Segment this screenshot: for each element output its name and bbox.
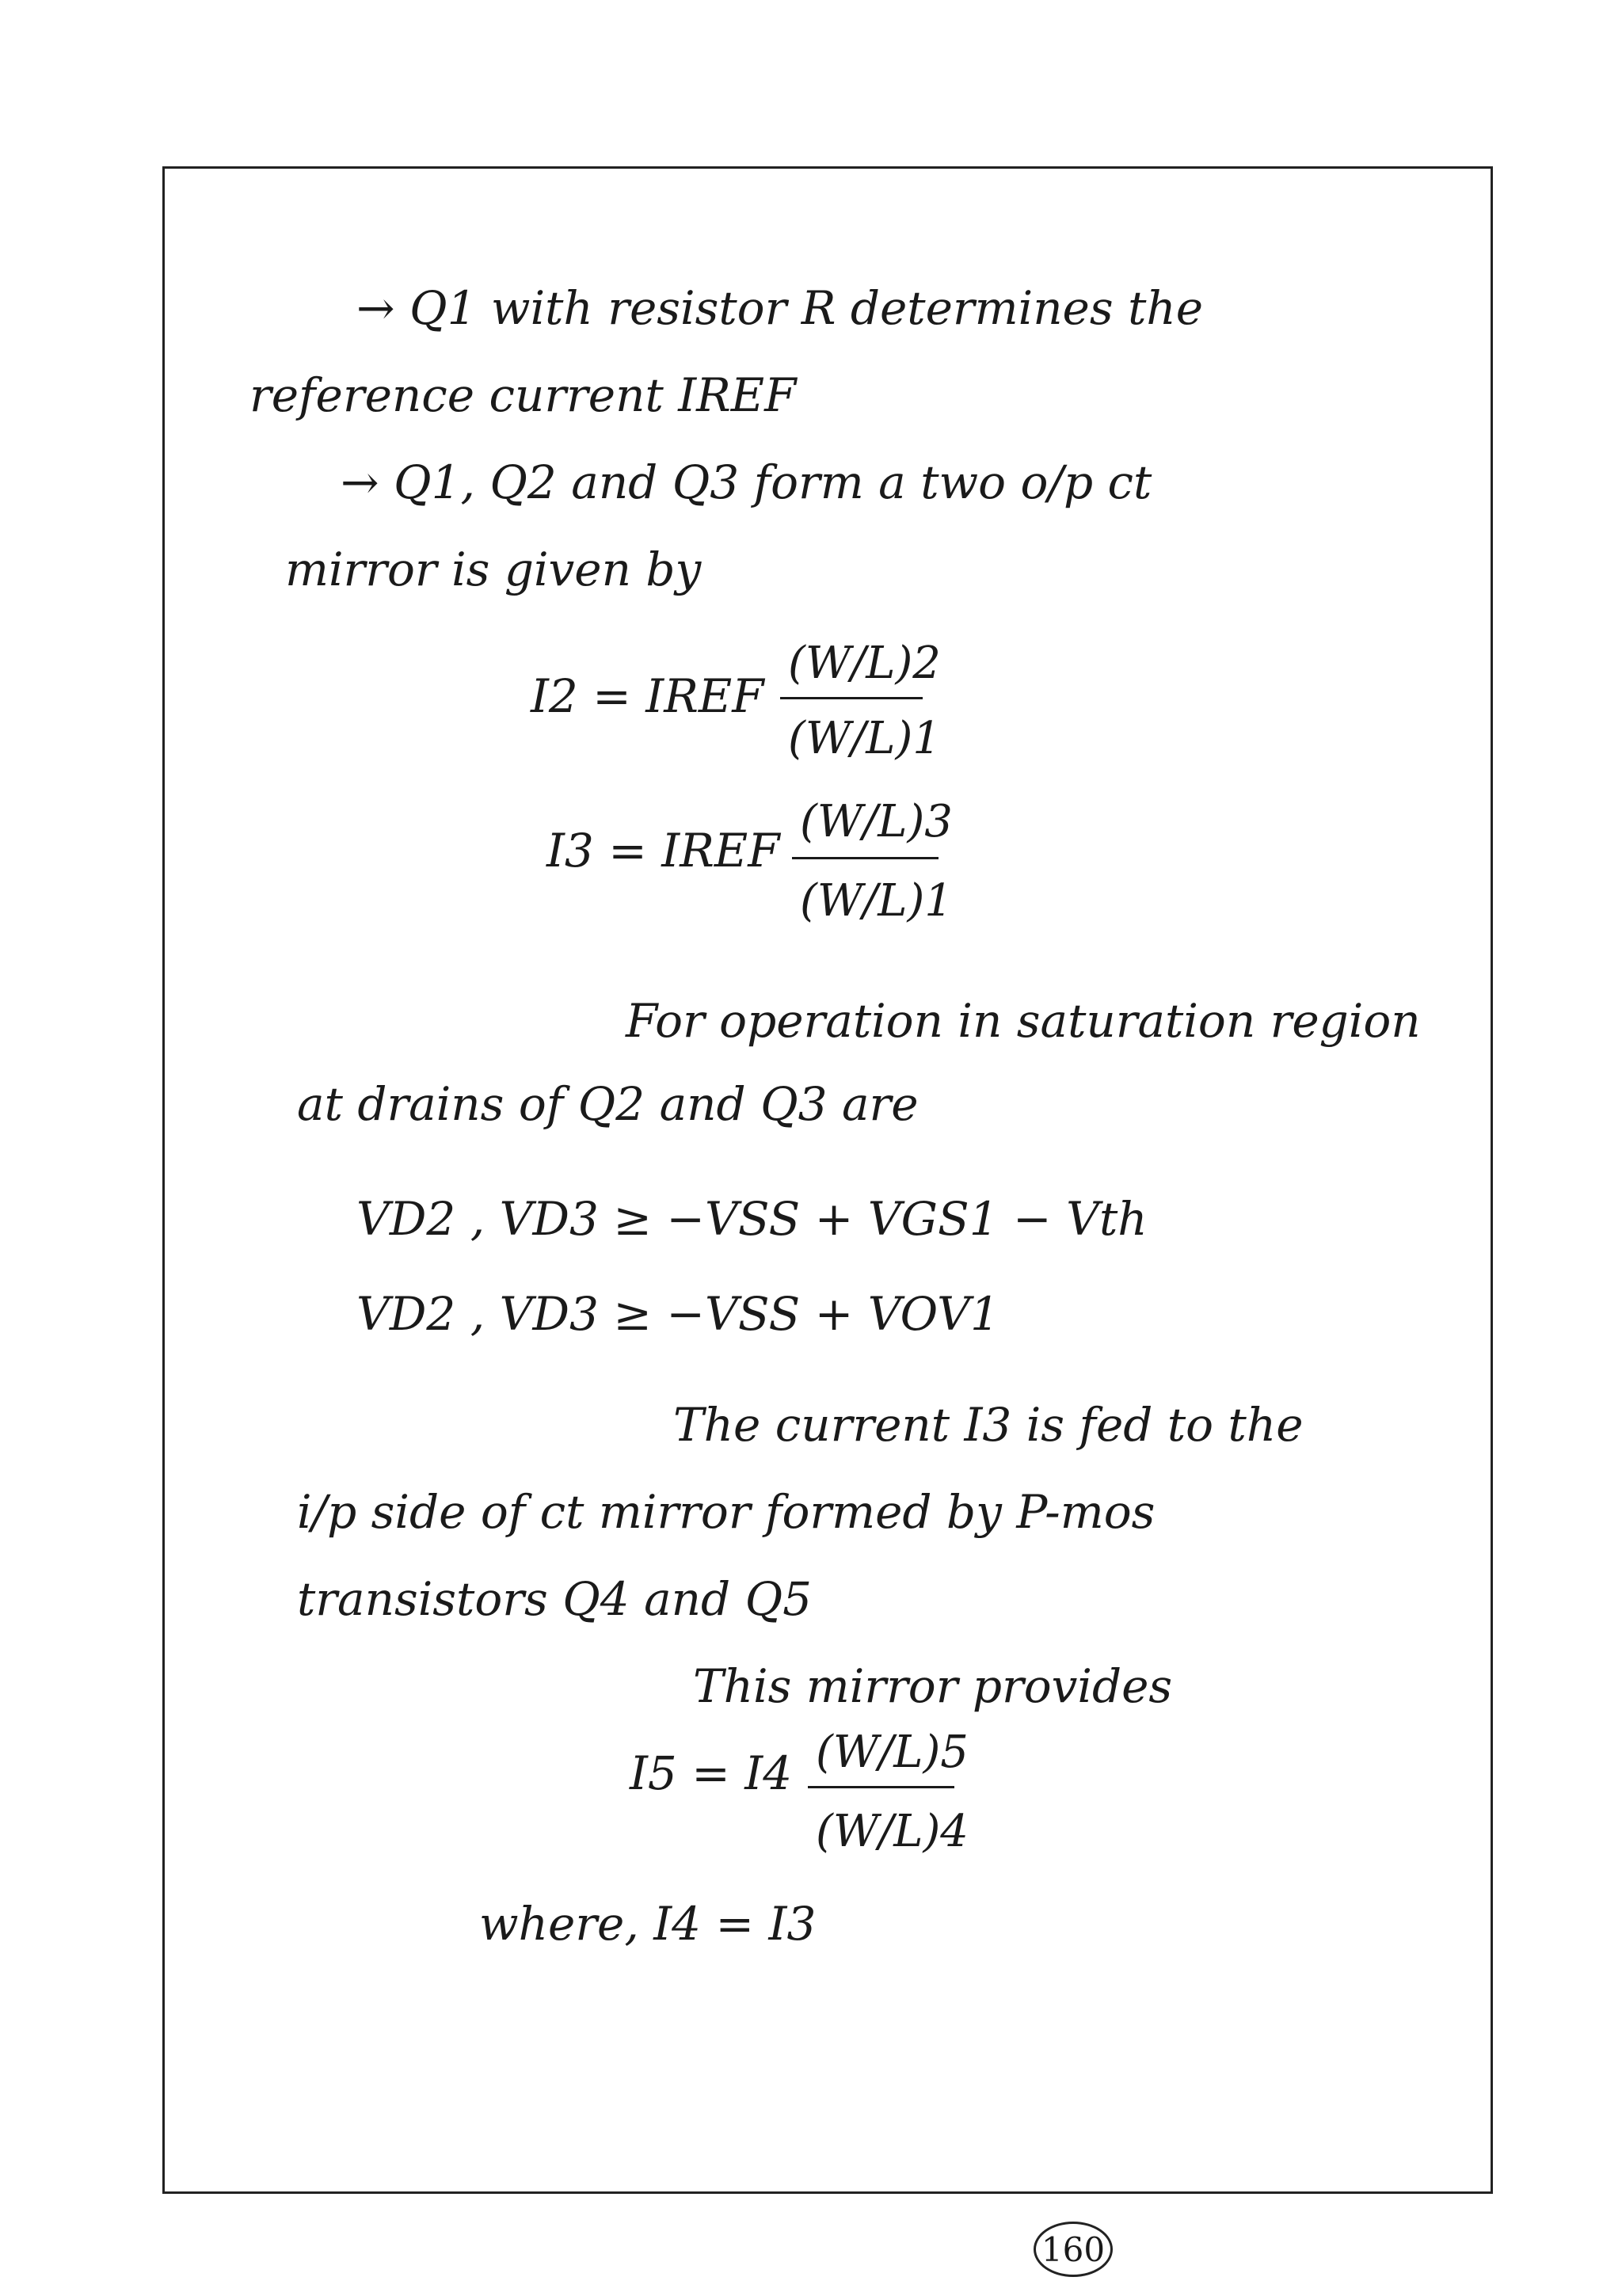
- equation-i3-lhs: I3 = IREF: [546, 824, 780, 878]
- text-line-5: For operation in saturation region: [626, 994, 1421, 1048]
- equation-i3-numerator: (W/L)3: [800, 796, 953, 847]
- equation-i5-numerator: (W/L)5: [816, 1727, 969, 1778]
- page-number-badge: 160: [1034, 2222, 1113, 2277]
- text-line-4: mirror is given by: [285, 543, 702, 596]
- text-line-1: → Q1 with resistor R determines the: [356, 281, 1204, 335]
- text-line-9: The current I3 is fed to the: [673, 1398, 1304, 1452]
- equation-i3-denominator: (W/L)1: [800, 875, 953, 927]
- equation-i2-denominator: (W/L)1: [788, 713, 941, 764]
- equation-i5-lhs: I5 = I4: [630, 1746, 793, 1800]
- text-line-3: → Q1, Q2 and Q3 form a two o/p ct: [341, 455, 1152, 509]
- text-line-10: i/p side of ct mirror formed by P-mos: [297, 1485, 1156, 1539]
- text-line-13: where, I4 = I3: [479, 1897, 817, 1951]
- text-line-6: at drains of Q2 and Q3 are: [297, 1077, 919, 1131]
- equation-i5-fraction-bar: [808, 1786, 954, 1788]
- text-line-11: transistors Q4 and Q5: [297, 1572, 813, 1626]
- equation-i2-fraction-bar: [780, 697, 923, 699]
- equation-i2-lhs: I2 = IREF: [531, 669, 764, 723]
- text-line-12: This mirror provides: [693, 1659, 1173, 1713]
- text-line-8: VD2 , VD3 ≥ −VSS + VOV1: [356, 1287, 999, 1341]
- text-line-7: VD2 , VD3 ≥ −VSS + VGS1 − Vth: [356, 1192, 1148, 1246]
- text-line-2: reference current IREF: [249, 368, 797, 422]
- equation-i5-denominator: (W/L)4: [816, 1806, 969, 1857]
- equation-i2-numerator: (W/L)2: [788, 638, 941, 689]
- equation-i3-fraction-bar: [792, 857, 939, 859]
